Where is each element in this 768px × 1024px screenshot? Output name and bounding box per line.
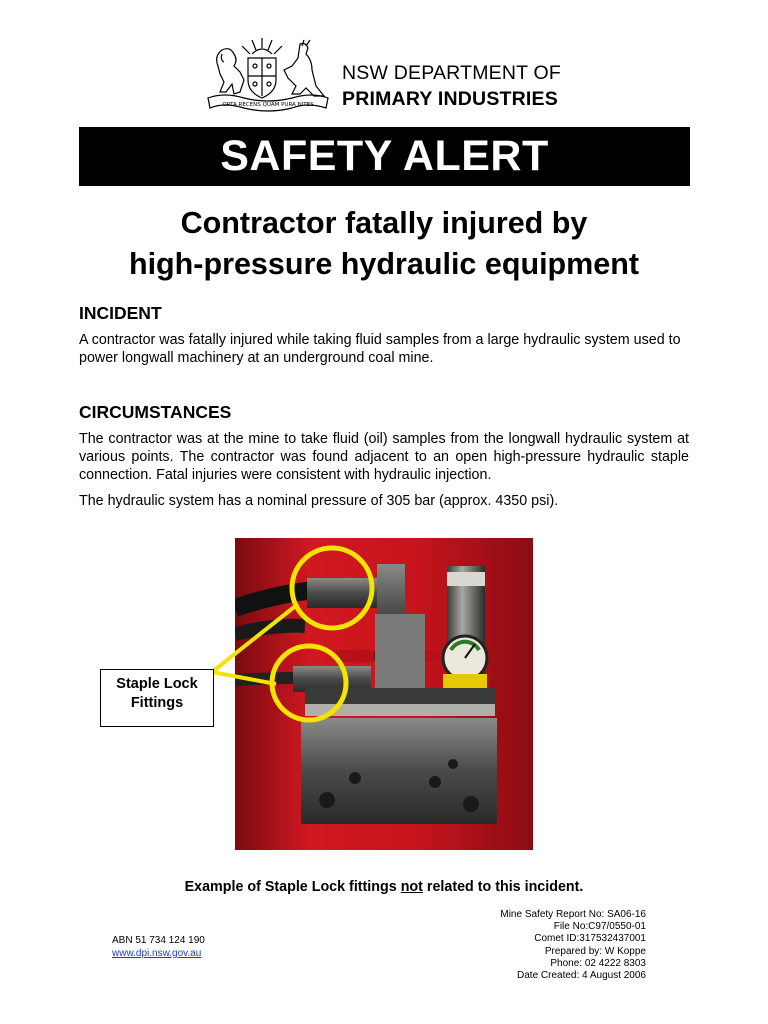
phone-number: Phone: 02 4222 8303 (550, 957, 646, 969)
staple-lock-callout (100, 669, 214, 727)
circumstances-text: The contractor was at the mine to take fluid (oil) samples from the longwall hydraulic system at various points. The contractor was found adjacent to an open high-pressure hydraulic staple connection. Fatal injuries were consistent with hydraulic injection. (79, 431, 689, 483)
report-metadata (500, 909, 646, 982)
file-number: File No:C97/0550-01 (553, 921, 646, 933)
pressure-text: The hydraulic system has a nominal pressure of 305 bar (approx. 4350 psi). (79, 493, 559, 509)
prepared-by: Prepared by: W Koppe (544, 945, 646, 957)
incident-text: A contractor was fatally injured while taking fluid samples from a large hydraulic system used to power longwall machinery at an underground coal mine. (79, 332, 681, 366)
comet-id: Comet ID:317532437001 (534, 933, 646, 945)
caption-after: related to this incident. (422, 879, 584, 895)
nsw-crest-logo (204, 36, 332, 112)
website-link[interactable]: www.dpi.nsw.gov.au (112, 947, 202, 959)
alert-title-line1: Contractor fatally injured by (180, 206, 588, 240)
circumstances-heading: CIRCUMSTANCES (79, 402, 232, 422)
abn-number: ABN 51 734 124 190 (112, 935, 205, 946)
incident-heading: INCIDENT (79, 303, 162, 323)
callout-arrows (210, 600, 310, 710)
alert-title-line2: high-pressure hydraulic equipment (128, 247, 640, 281)
caption-before: Example of Staple Lock fittings (184, 879, 401, 895)
caption-underlined: not (400, 879, 423, 895)
safety-alert-banner: SAFETY ALERT (79, 127, 690, 186)
callout-line1: Staple Lock (116, 676, 198, 692)
report-number: Mine Safety Report No: SA06-16 (500, 909, 646, 920)
callout-line2: Fittings (130, 695, 184, 711)
department-name-line2: PRIMARY INDUSTRIES (342, 88, 558, 110)
photo-caption (0, 879, 768, 895)
footer-contact (112, 935, 205, 960)
date-created: Date Created: 4 August 2006 (517, 970, 646, 982)
alert-title (60, 203, 708, 285)
department-name-line1: NSW DEPARTMENT OF (342, 62, 561, 84)
crest-motto: ORTA RECENS QUAM PURA NITES (222, 102, 314, 108)
